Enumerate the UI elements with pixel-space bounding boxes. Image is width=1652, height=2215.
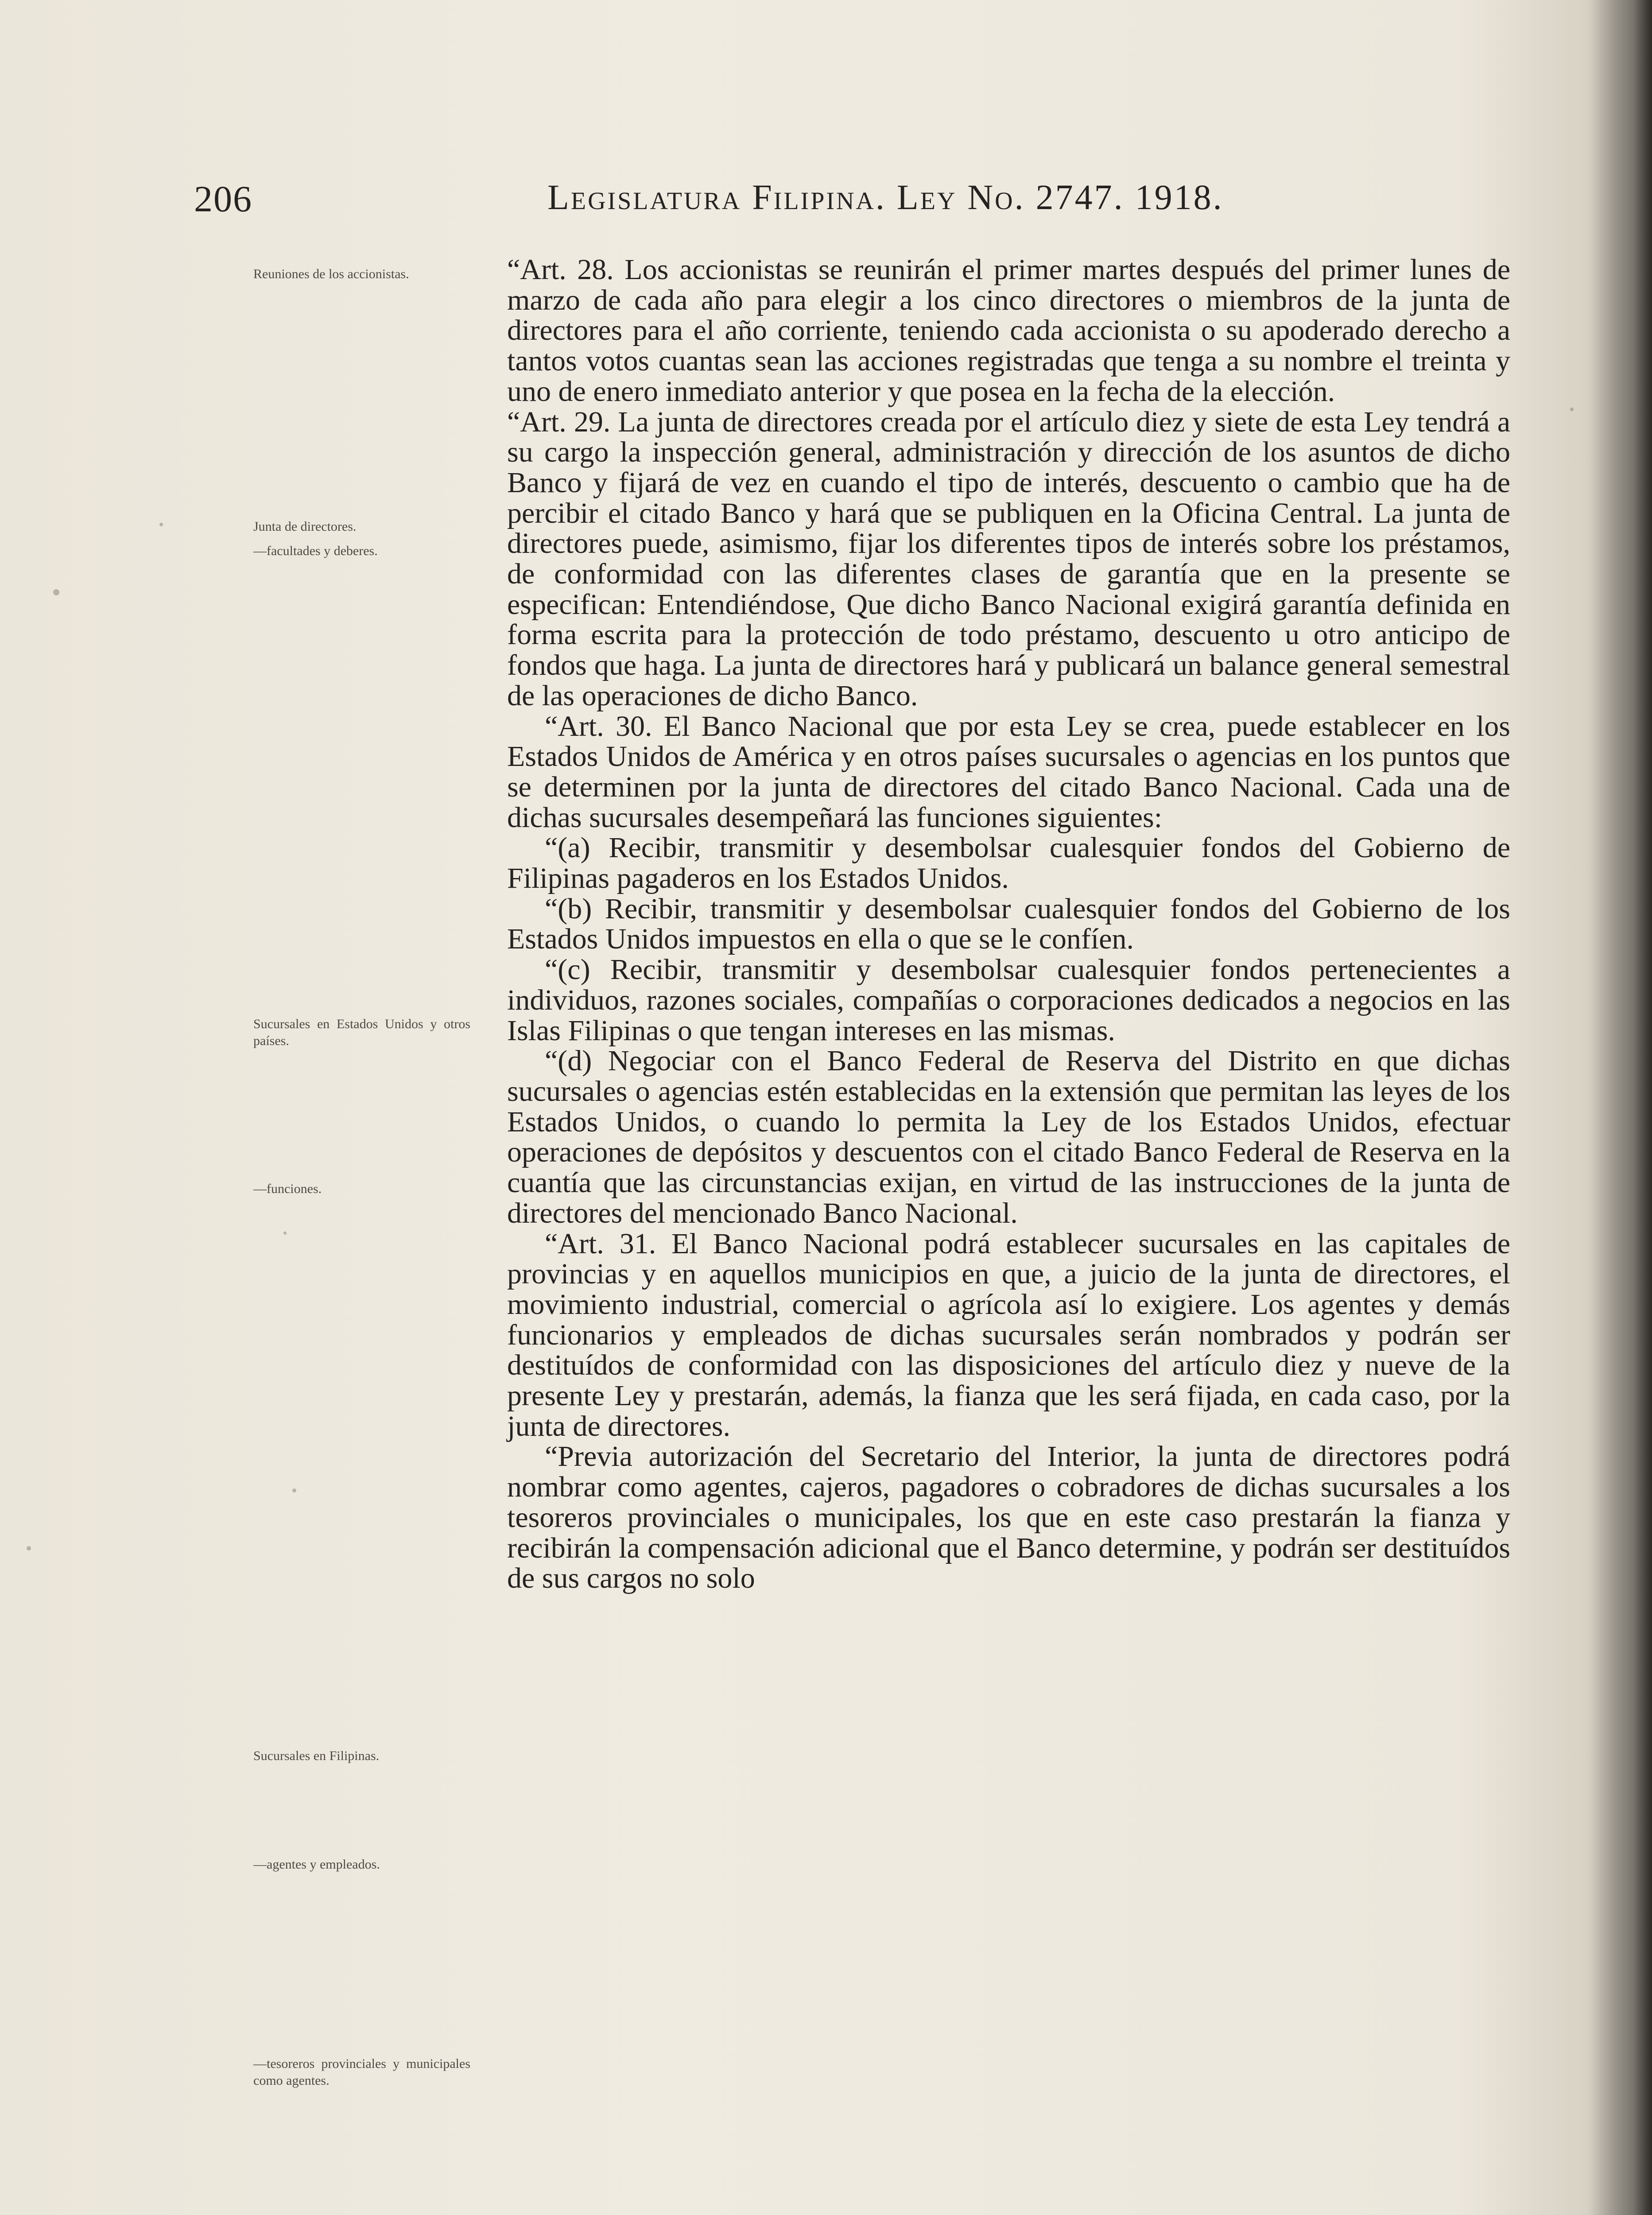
paper-speck (292, 1488, 296, 1492)
paragraph-item-b: “(b) Recibir, transmitir y desembolsar cualesquier fondos del Gobierno de los Estados Unidos impuestos en ella o que se le confíen. (507, 892, 1510, 956)
paragraph-art-31: “Art. 31. El Banco Nacional podrá establecer sucursales en las capitales de provincias y en aquellos municipios en que, a juicio de la junta de directores, el movimiento industrial, comercial o agrícola así lo exigiere. Los agentes y demás funcionarios y empleados de dichas sucursales serán nombrados y podrán ser destituídos de conformidad con las disposiciones del artículo diez y nueve de la presente Ley y prestarán, además, la fianza que les será fijada, en cada caso, por la junta de directores. (507, 1227, 1510, 1442)
margin-note-sucursales-filipinas: Sucursales en Filipinas. (253, 1749, 380, 1763)
paragraph-previa-autorizacion: “Previa autorización del Secretario del Interior, la junta de directores podrá nombrar como agentes, cajeros, pagadores o cobradores de dichas sucursales a los tesoreros provinciales o municipales, los que en este caso prestarán la fianza y recibirán la compensación adicional que el Banco determine, y podrán ser destituídos de sus cargos no solo (507, 1440, 1510, 1595)
paragraph-item-c: “(c) Recibir, transmitir y desembolsar cualesquier fondos pertenecientes a individuos, razones sociales, compañías o corporaciones dedicados a negocios en las Islas Filipinas o que tengan intereses en las mismas. (507, 953, 1510, 1047)
margin-note-tesoreros: —tesoreros provinciales y municipales como agentes. (253, 2056, 470, 2088)
paragraph-art-29: “Art. 29. La junta de directores creada por el artículo diez y siete de esta Ley tendrá a su cargo la inspección general, administración y dirección de los asuntos de dicho Banco y fijará de vez en cuando el tipo de interés, descuento o cambio que ha de percibir el citado Banco y hará que se publiquen en la Oficina Central. La junta de directores puede, asimismo, fijar los diferentes tipos de interés sobre los préstamos, de conformidad con las diferentes clases de garantía que en la presente se especifican: Entendiéndose, Que dicho Banco Nacional exigirá garantía definida en forma escrita para la protección de todo préstamo, descuento u otro anticipo de fondos que haga. La junta de directores hará y publicará un balance general semestral de las operaciones de dicho Banco. (507, 405, 1510, 712)
paragraph-art-30: “Art. 30. El Banco Nacional que por esta Ley se crea, puede establecer en los Estados Unidos de América y en otros países sucursales o agencias en los puntos que se determinen por la junta de directores del citado Banco Nacional. Cada una de dichas sucursales desempeñará las funciones siguientes: (507, 710, 1510, 834)
margin-note-agentes: —agentes y empleados. (253, 1857, 380, 1872)
paper-speck (283, 1232, 287, 1235)
margin-note-junta: Junta de directores. (253, 519, 357, 534)
margin-note-reuniones: Reuniones de los accionistas. (253, 267, 409, 281)
paragraph-item-a: “(a) Recibir, transmitir y desembolsar cualesquier fondos del Gobierno de Filipinas pagaderos en los Estados Unidos. (507, 832, 1510, 895)
body-text (507, 255, 1510, 1594)
page-number: 206 (194, 179, 252, 220)
margin-note-funciones: —funciones. (253, 1181, 322, 1196)
margin-note-sucursales-eeuu: Sucursales en Estados Unidos y otros países. (253, 1017, 470, 1048)
running-head: Legislatura Filipina. Ley No. 2747. 1918. (547, 178, 1224, 217)
paragraph-item-d: “(d) Negociar con el Banco Federal de Reserva del Distrito en que dichas sucursales o agencias estén establecidas en la extensión que permitan las leyes de los Estados Unidos, o cuando lo permita la Ley de los Estados Unidos, efectuar operaciones de depósitos y descuentos con el citado Banco Federal de Reserva en la cuantía que las circunstancias exijan, en virtud de las instrucciones de la junta de directores del mencionado Banco Nacional. (507, 1045, 1510, 1229)
paragraph-art-28: “Art. 28. Los accionistas se reunirán el primer martes después del primer lunes de marzo de cada año para elegir a los cinco directores o miembros de la junta de directores para el año corriente, teniendo cada accionista o su apoderado derecho a tantos votos cuantas sean las acciones registradas que tenga a su nombre el treinta y uno de enero inmediato anterior y que posea en la fecha de la elección. (507, 253, 1510, 408)
paper-speck (1570, 408, 1574, 411)
paper-speck (159, 523, 163, 526)
page-edge-shadow (1590, 0, 1652, 2215)
paper-speck (27, 1546, 31, 1550)
margin-note-facultades: —facultades y deberes. (253, 544, 378, 558)
paper-speck (53, 589, 59, 595)
